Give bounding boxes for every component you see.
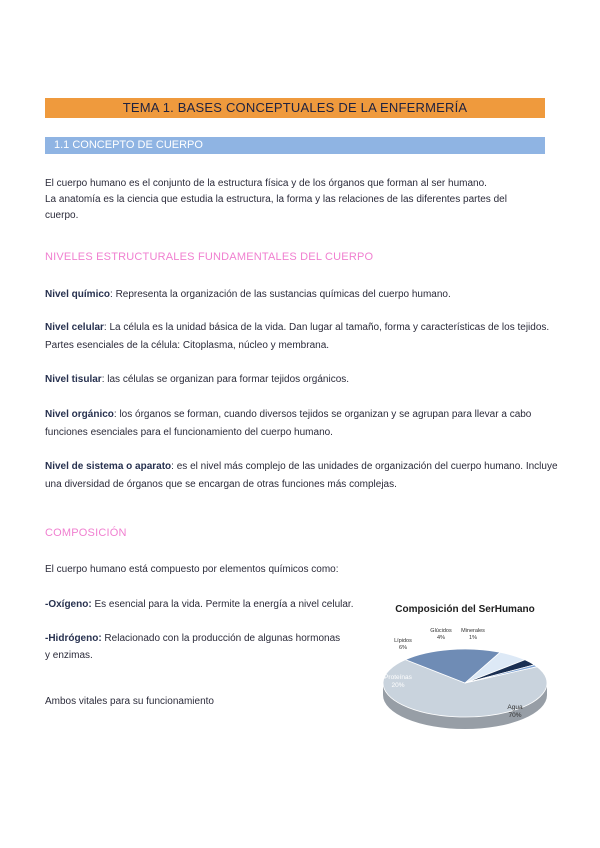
pie-value-glúcidos: 4% [437,635,445,641]
pie-label-minerales: Minerales [461,628,485,634]
oxygen-item [45,596,355,613]
composition-intro: El cuerpo humano está compuesto por elementos químicos como: [45,564,339,575]
pie-value-minerales: 1% [469,635,477,641]
pie-label-glúcidos: Glúcidos [430,628,452,634]
intro-line-3: cuerpo. [45,210,79,221]
element-text: Es esencial para la vida. Permite la energía a nivel celular. [91,599,354,610]
level-tissue [45,372,560,388]
element-label: -Oxígeno: [45,599,92,610]
level-label: Nivel orgánico [45,409,114,420]
composition-pie-chart [365,595,565,740]
level-label: Nivel tisular [45,374,102,385]
pie-label-lípidos: Lípidos [394,638,412,644]
pie-label-proteínas: Proteínas [384,674,412,681]
pie-label-agua: Agua [507,704,523,711]
level-text: : las células se organizan para formar tejidos orgánicos. [101,374,350,385]
intro-line-2: La anatomía es la ciencia que estudia la estructura, la forma y las relaciones de las diferentes partes del [45,194,507,205]
level-label: Nivel celular [45,322,104,333]
element-text: Relacionado con la producción de algunas hormonas y enzimas. [45,633,341,661]
pie-chart-svg [365,595,565,740]
level-chemical [45,287,560,303]
level-text: : Representa la organización de las sustancias químicas del cuerpo humano. [110,289,451,300]
section-title: 1.1 CONCEPTO DE CUERPO [45,137,545,154]
composition-closing: Ambos vitales para su funcionamiento [45,696,214,707]
level-organ [45,406,560,442]
element-label: -Hidrógeno: [45,633,102,644]
levels-heading: NIVELES ESTRUCTURALES FUNDAMENTALES DEL CUERPO [45,251,374,263]
pie-value-proteínas: 20% [391,682,405,689]
level-text: : La célula es la unidad básica de la vida. Dan lugar al tamaño, forma y características de los tejidos. Partes esenciales de la célula: Citoplasma, núcleo y membrana. [45,322,550,351]
intro-paragraph [45,176,560,224]
hydrogen-item [45,630,345,664]
level-system [45,458,560,494]
chapter-title: TEMA 1. BASES CONCEPTUALES DE LA ENFERMERÍA [45,98,545,118]
level-cellular [45,319,560,355]
composition-heading: COMPOSICIÓN [45,527,127,539]
level-text: : los órganos se forman, cuando diversos tejidos se organizan y se agrupan para llevar a cabo funciones esenciales para el funcionamiento del cuerpo humano. [45,409,532,438]
chart-title: Composición del SerHumano [395,604,535,615]
pie-value-agua: 70% [508,712,522,719]
level-label: Nivel de sistema o aparato [45,461,172,472]
intro-line-1: El cuerpo humano es el conjunto de la estructura física y de los órganos que forman al ser humano. [45,178,487,189]
pie-value-lípidos: 6% [399,645,407,651]
level-label: Nivel químico [45,289,111,300]
level-text: : es el nivel más complejo de las unidades de organización del cuerpo humano. Incluye una diversidad de órganos que se encargan de otras funciones más complejas. [45,461,558,490]
